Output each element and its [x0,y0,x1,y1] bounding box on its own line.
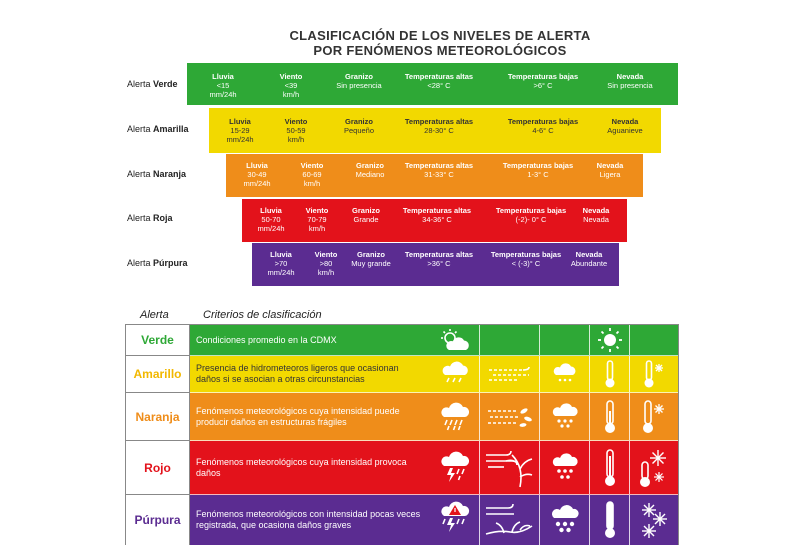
band-verde [187,63,678,105]
temp-alta-cell: Temperaturas altas 31-33° C [404,161,474,179]
viento-cell: Viento 60-69 km/h [300,161,324,188]
temp-baja-cell: Temperaturas bajas < (-3)° C [490,250,562,268]
viento-cell: Viento >80 km/h [314,250,338,277]
thermometer-icon [589,495,629,545]
thermometer-icon [589,441,629,494]
nevada-cell: Nevada Aguanieve [607,117,643,135]
row-description: Condiciones promedio en la CDMX [190,325,430,356]
granizo-cell: Granizo Sin presencia [336,72,382,90]
snow-thermometer-icon [629,393,678,440]
alert-label-roja: Alerta Roja [127,213,173,223]
nevada-cell: Nevada Ligera [596,161,624,179]
band-roja [242,199,627,242]
thermometer-icon [589,393,629,440]
row-description: Fenómenos meteorológicos cuya intensidad provoca daños [190,441,430,495]
hail-cloud-icon [539,393,589,440]
row-icons [430,325,678,356]
temp-baja-cell: Temperaturas bajas >6° C [507,72,579,90]
sun-cloud-icon [430,325,479,355]
lluvia-cell: Lluvia >70 mm/24h [267,250,295,277]
table-row-verde [126,325,678,356]
temp-alta-cell: Temperaturas altas 28-30° C [404,117,474,135]
thermometer-icon [589,356,629,392]
nevada-cell: Nevada Abundante [570,250,608,268]
wind-icon [479,356,539,392]
temp-alta-cell: Temperaturas altas >36° C [404,250,474,268]
granizo-cell: Granizo Grande [352,206,380,224]
empty-cell [539,325,589,355]
empty-cell [629,325,678,355]
row-icons [430,495,678,545]
temp-baja-cell: Temperaturas bajas 4-6° C [507,117,579,135]
viento-cell: Viento 70-79 km/h [305,206,329,233]
hail-cloud-icon [539,356,589,392]
storm-cloud-icon [430,441,479,494]
lluvia-cell: Lluvia 30-49 mm/24h [243,161,271,188]
wind-tree-icon [479,441,539,494]
nevada-cell: Nevada Nevada [582,206,610,224]
lluvia-cell: Lluvia 50-70 mm/24h [257,206,285,233]
row-icons [430,441,678,495]
snowflakes-icon [629,495,678,545]
row-name: Rojo [126,441,190,495]
snowflake-thermometer-icon [629,441,678,494]
criteria-table [125,324,679,545]
header-criterios: Criterios de clasificación [203,309,322,321]
title-line-2: POR FENÓMENOS METEOROLÓGICOS [313,43,567,58]
temp-alta-cell: Temperaturas altas 34-36° C [402,206,472,224]
alert-label-amarilla: Alerta Amarilla [127,124,189,134]
lluvia-cell: Lluvia <15 mm/24h [209,72,237,99]
wind-leaves-icon [479,393,539,440]
granizo-cell: Granizo Muy grande [351,250,391,268]
row-description: Presencia de hidrometeoros ligeros que ocasionan daños si se asocian a otras circunstancias [190,356,430,393]
row-name: Naranja [126,393,190,441]
warning-storm-cloud-icon [430,495,479,545]
band-amarilla [209,108,661,153]
temp-baja-cell: Temperaturas bajas 1-3° C [502,161,574,179]
viento-cell: Viento 50-59 km/h [284,117,308,144]
title-line-1: CLASIFICACIÓN DE LOS NIVELES DE ALERTA [289,28,591,43]
lluvia-cell: Lluvia 15-29 mm/24h [226,117,254,144]
alert-label-naranja: Alerta Naranja [127,169,187,179]
temp-alta-cell: Temperaturas altas <28° C [404,72,474,90]
row-icons [430,356,678,393]
table-row-naranja [126,393,678,441]
row-description: Fenómenos meteorológicos cuya intensidad puede producir daños en estructuras frágiles [190,393,430,441]
table-row-amarillo [126,356,678,393]
temp-baja-cell: Temperaturas bajas (-2)- 0° C [495,206,567,224]
row-name: Verde [126,325,190,356]
hail-cloud-icon [539,495,589,545]
alert-label-verde: Alerta Verde [127,79,178,89]
header-alerta: Alerta [140,309,169,321]
granizo-cell: Granizo Pequeño [343,117,375,135]
viento-cell: Viento <39 km/h [279,72,303,99]
alert-label-purpura: Alerta Púrpura [127,258,188,268]
sun-icon [589,325,629,355]
rain-cloud-icon [430,393,479,440]
table-row-rojo [126,441,678,495]
rain-cloud-icon [430,356,479,392]
row-description: Fenómenos meteorológicos con intensidad pocas veces registrada, que ocasiona daños graves [190,495,430,545]
empty-cell [479,325,539,355]
row-name: Amarillo [126,356,190,393]
wind-fallen-tree-icon [479,495,539,545]
table-row-purpura [126,495,678,545]
band-naranja [226,154,643,197]
row-icons [430,393,678,441]
nevada-cell: Nevada Sin presencia [607,72,653,90]
hail-cloud-icon [539,441,589,494]
row-name: Púrpura [126,495,190,545]
page-title [230,28,650,58]
band-purpura [252,243,619,286]
snow-thermometer-icon [629,356,678,392]
granizo-cell: Granizo Mediano [355,161,385,179]
